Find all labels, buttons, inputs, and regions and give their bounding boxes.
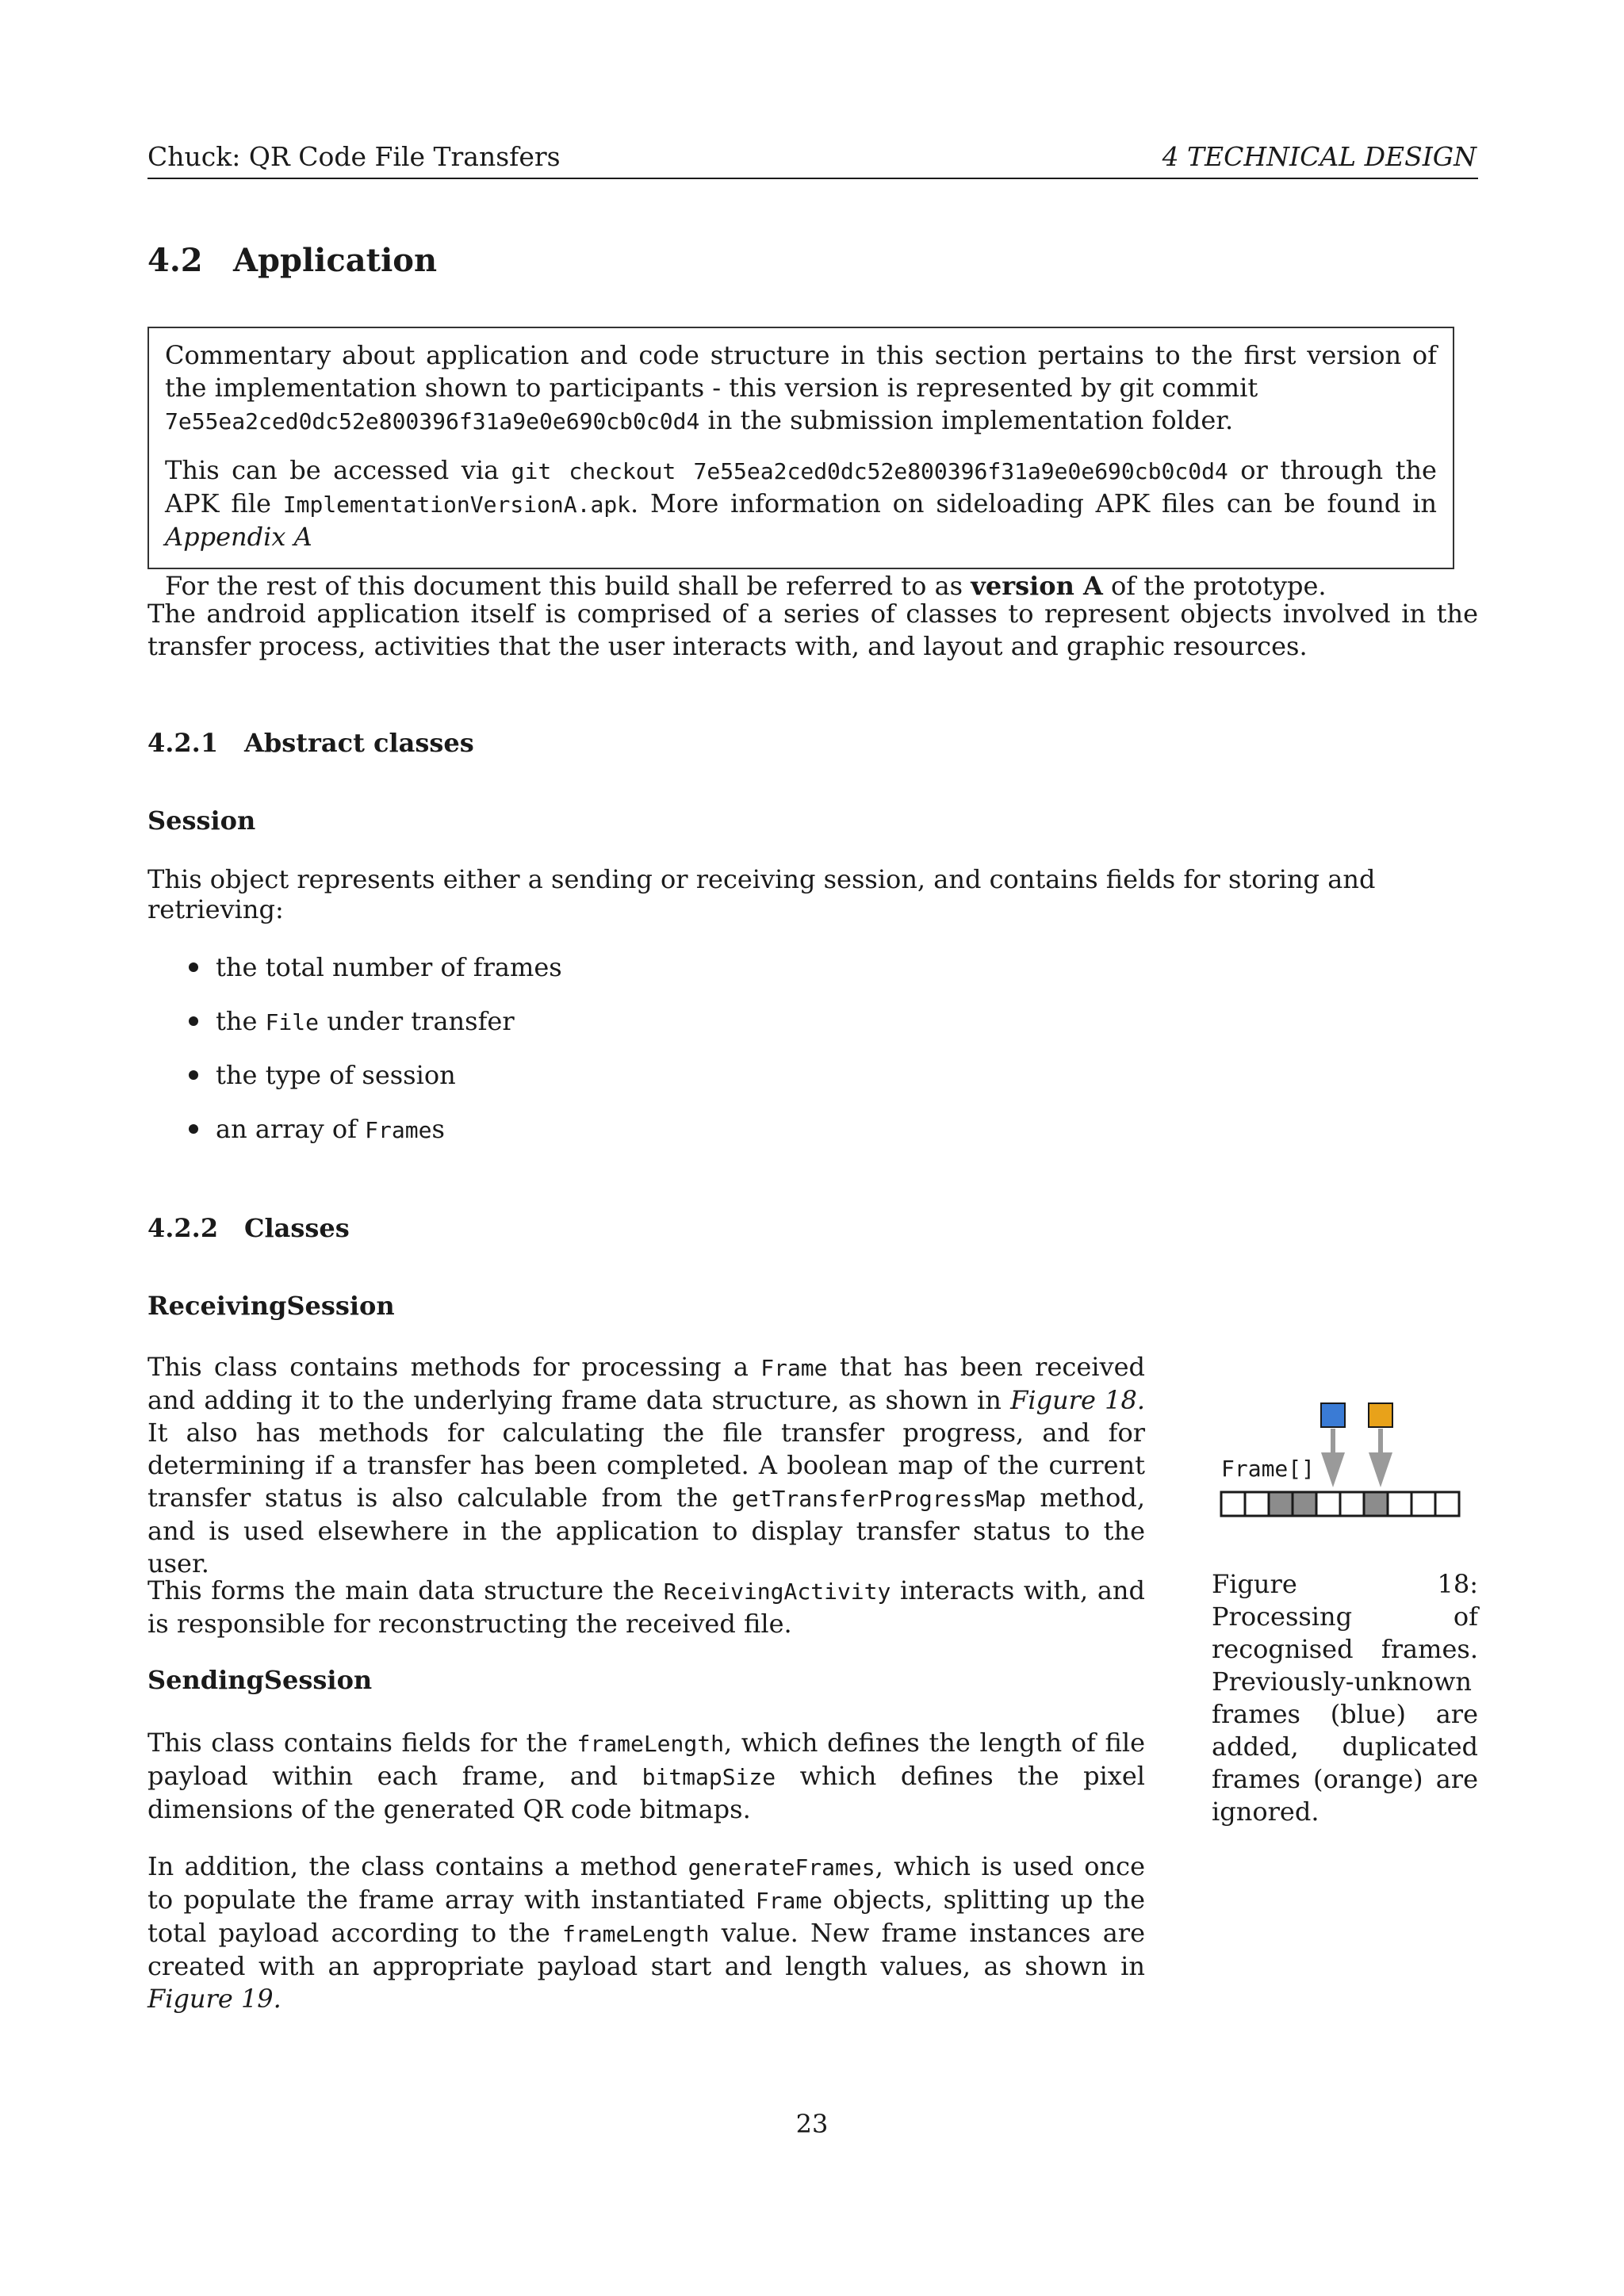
section-title: Application — [233, 242, 438, 279]
sending-session-paragraph-2 — [147, 1850, 1145, 2015]
frame-array-label: Frame[] — [1221, 1456, 1316, 1482]
body-text: This forms the main data structure the — [147, 1575, 664, 1605]
commentary-text: or through the APK file — [165, 455, 1437, 519]
body-text: In addition, the class contains a method — [147, 1851, 688, 1881]
body-text: , which is used once to populate the frame array with instantiated — [147, 1851, 1145, 1915]
receiving-session-heading: ReceivingSession — [147, 1291, 395, 1321]
body-text: that has been received and adding it to the underlying frame data structure, as shown in — [147, 1352, 1146, 1415]
code-field: bitmapSize — [642, 1764, 776, 1790]
code-method: generateFrames — [688, 1854, 875, 1881]
sending-session-heading: SendingSession — [147, 1665, 373, 1695]
code-frame: Frame — [760, 1355, 828, 1381]
commentary-text: Commentary about application and code structure in this section pertains to the first version of the implementation shown to participants - this version is represented by git commit — [165, 340, 1437, 403]
list-item-text: s — [431, 1114, 445, 1144]
duplicate-frame-square — [1369, 1403, 1392, 1427]
sending-session-paragraph-1 — [147, 1727, 1145, 1826]
code-frame: Frame — [365, 1117, 432, 1143]
list-item-text: an array of — [216, 1114, 366, 1144]
frame-cell — [1316, 1492, 1340, 1516]
code-field: frameLength — [562, 1921, 710, 1947]
git-command: git checkout 7e55ea2ced0dc52e800396f31a9e0e690cb0c0d4 — [511, 458, 1228, 484]
commentary-paragraph-2 — [165, 454, 1437, 553]
frame-cell — [1340, 1492, 1364, 1516]
commentary-paragraph-1 — [165, 339, 1437, 438]
commentary-box — [147, 327, 1454, 601]
frame-cell — [1293, 1492, 1316, 1516]
frame-cell — [1269, 1492, 1293, 1516]
body-text: This class contains fields for the — [147, 1728, 577, 1758]
commentary-text: For the rest of this document this build shall be referred to as — [165, 571, 971, 601]
body-text: This class contains methods for processing a — [147, 1352, 761, 1382]
figure-caption: Figure 18: Processing of recognised frames. Previously-unknown frames (blue) are added, duplicated frames (orange) are ignored. — [1212, 1569, 1478, 1827]
figure-reference: Figure 19. — [147, 1984, 282, 2014]
list-item — [147, 1113, 940, 1167]
receiving-session-paragraph-2 — [147, 1575, 1145, 1640]
frame-cell — [1221, 1492, 1245, 1516]
appendix-reference: Appendix A — [165, 522, 312, 552]
list-item-text: under transfer — [319, 1006, 515, 1036]
frame-cell — [1364, 1492, 1388, 1516]
running-header-title: Chuck: QR Code File Transfers — [147, 141, 561, 172]
subsection-heading-classes — [147, 1213, 350, 1243]
intro-paragraph: The android application itself is comprised of a series of classes to represent objects involved in the transfer process, activities that the user interacts with, and layout and graphic resources. — [147, 599, 1478, 661]
frame-array — [1221, 1492, 1459, 1516]
body-text: objects, splitting up the total payload according to the — [147, 1885, 1146, 1948]
list-item-text: the type of session — [216, 1060, 456, 1090]
arrow-head-duplicate — [1369, 1452, 1392, 1487]
frame-cell — [1435, 1492, 1459, 1516]
session-heading: Session — [147, 806, 256, 836]
header-rule — [147, 178, 1478, 179]
arrow-shaft-duplicate — [1378, 1429, 1383, 1456]
list-item — [147, 1005, 940, 1059]
body-text: , which defines the length of file payload within each frame, and — [147, 1728, 1146, 1791]
commit-hash: 7e55ea2ced0dc52e800396f31a9e0e690cb0c0d4 — [165, 408, 700, 434]
body-text: It also has methods for calculating the file transfer progress, and for determining if a transfer has been completed. A boolean map of the current transfer status is also calculable from the — [147, 1418, 1145, 1513]
apk-filename: ImplementationVersionA.apk — [282, 492, 631, 518]
frame-cell — [1245, 1492, 1269, 1516]
code-file: File — [265, 1009, 320, 1035]
subsection-number: 4.2.1 — [147, 728, 219, 758]
figure-reference: Figure 18. — [1010, 1385, 1146, 1415]
session-description: This object represents either a sending or receiving session, and contains fields for storing and retrieving: — [147, 864, 1376, 924]
section-number: 4.2 — [147, 242, 203, 279]
commentary-text: This can be accessed via — [165, 455, 511, 485]
list-item — [147, 951, 940, 1005]
running-header-section: 4 TECHNICAL DESIGN — [1162, 141, 1477, 172]
list-item — [147, 1059, 940, 1113]
session-fields-list — [147, 951, 940, 1167]
code-method: getTransferProgressMap — [731, 1486, 1026, 1512]
code-field: frameLength — [576, 1731, 724, 1757]
arrow-shaft-new — [1331, 1429, 1335, 1456]
code-class: Frame — [755, 1888, 823, 1914]
subsection-number: 4.2.2 — [147, 1213, 219, 1243]
new-frame-square — [1321, 1403, 1345, 1427]
body-text: value. New frame instances are created with an appropriate payload start and length values, as shown in — [147, 1918, 1146, 1981]
body-text: interacts with, and is responsible for reconstructing the received file. — [147, 1575, 1146, 1639]
page-number: 23 — [795, 2109, 829, 2139]
frame-cell — [1411, 1492, 1435, 1516]
arrows — [1321, 1429, 1392, 1487]
subsection-title: Abstract classes — [244, 728, 474, 758]
commentary-text: . More information on sideloading APK files can be found in — [630, 488, 1438, 519]
commentary-text: of the prototype. — [1102, 571, 1327, 601]
list-item-text: the total number of frames — [216, 952, 562, 982]
commentary-text: in the submission implementation folder. — [699, 405, 1234, 435]
frame-cell — [1388, 1492, 1411, 1516]
code-class: ReceivingActivity — [663, 1578, 891, 1605]
body-text: which defines the pixel dimensions of the generated QR code bitmaps. — [147, 1761, 1146, 1824]
section-heading — [147, 242, 437, 279]
frame-processing-figure — [1205, 1395, 1475, 1530]
arrow-head-new — [1321, 1452, 1345, 1487]
subsection-title: Classes — [244, 1213, 350, 1243]
version-label: version A — [971, 571, 1103, 601]
receiving-session-paragraph-1 — [147, 1351, 1145, 1580]
body-text: method, and is used elsewhere in the application to display transfer status to the user. — [147, 1483, 1146, 1578]
list-item-text: the — [216, 1006, 266, 1036]
subsection-heading-abstract-classes — [147, 728, 474, 758]
